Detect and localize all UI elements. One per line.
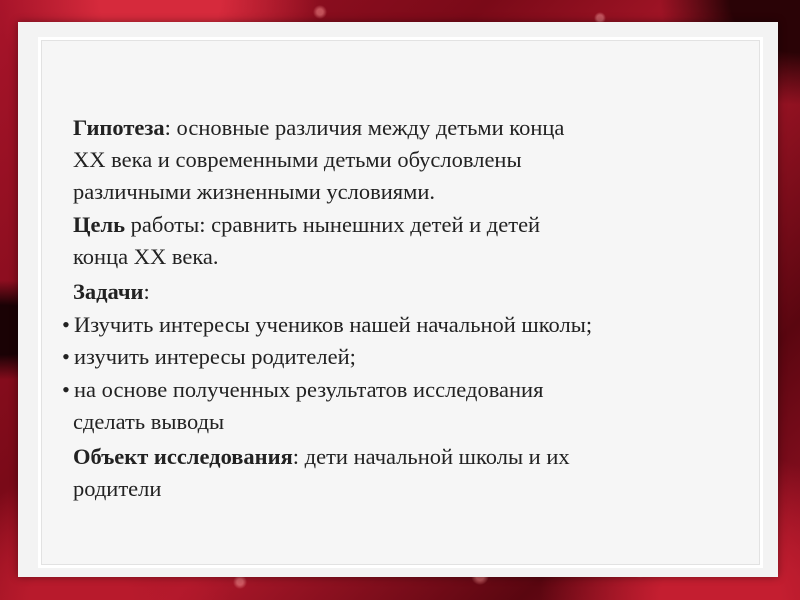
- object-label: Объект исследования: [73, 444, 293, 469]
- hypothesis-line-1: [73, 112, 564, 143]
- hypothesis-line-3: различными жизненными условиями.: [73, 179, 436, 204]
- tasks-label: Задачи: [73, 279, 144, 304]
- bullet-icon: •: [62, 377, 70, 402]
- task-item-1-text: Изучить интересы учеников нашей начальной школы;: [74, 312, 593, 337]
- tasks-colon: :: [143, 279, 150, 304]
- task-item-3-continuation: сделать выводы: [73, 409, 225, 434]
- hypothesis-line-2: XX века и современными детьми обусловлены: [73, 147, 522, 172]
- task-item-3-text: на основе полученных результатов исследования: [74, 377, 544, 402]
- slide-panel: [18, 22, 778, 577]
- task-item-2-text: изучить интересы родителей;: [74, 344, 356, 369]
- object-line-1: [73, 441, 570, 472]
- slide-content: [18, 22, 778, 577]
- hypothesis-text-1: : основные различия между детьми конца: [164, 115, 565, 140]
- object-text-1: : дети начальной школы и их: [292, 444, 570, 469]
- bullet-icon: •: [62, 312, 70, 337]
- goal-text-1: работы: сравнить нынешних детей и детей: [125, 212, 541, 237]
- goal-line-1: [73, 209, 540, 240]
- goal-label: Цель: [73, 212, 126, 237]
- bullet-icon: •: [62, 344, 70, 369]
- task-item-2: [62, 341, 356, 372]
- object-line-2: родители: [73, 476, 162, 501]
- task-item-1: [62, 309, 592, 340]
- hypothesis-label: Гипотеза: [73, 115, 165, 140]
- tasks-heading: [73, 276, 150, 307]
- goal-line-2: конца XX века.: [73, 244, 219, 269]
- task-item-3: [62, 374, 543, 405]
